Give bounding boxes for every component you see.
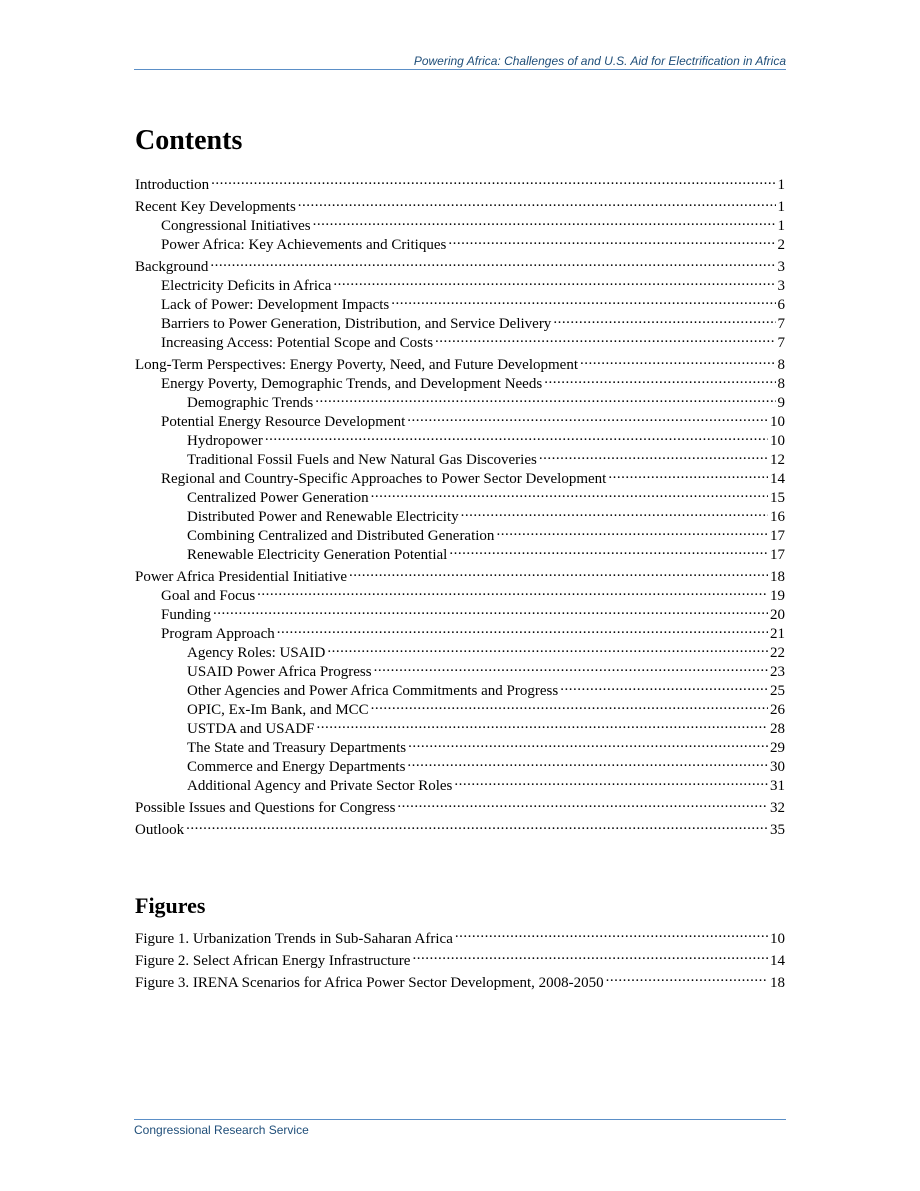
toc-entry[interactable] [135, 525, 785, 544]
toc-entry-title: Introduction [135, 177, 210, 193]
toc-entry-title: Increasing Access: Potential Scope and Costs [161, 335, 434, 351]
toc-entry-page: 8 [777, 376, 785, 392]
toc-entry[interactable] [135, 332, 785, 351]
toc-entry-page: 30 [770, 759, 785, 775]
figure-entry[interactable] [135, 928, 785, 950]
toc-entry-page: 10 [770, 414, 785, 430]
dot-leader [448, 234, 775, 249]
toc-entry-title: Combining Centralized and Distributed Generation [187, 528, 495, 544]
toc-entry-page: 3 [777, 259, 785, 275]
toc-entry-page: 14 [770, 953, 785, 969]
dot-leader [257, 585, 768, 600]
toc-entry-page: 18 [770, 975, 785, 991]
contents-heading: Contents [135, 125, 243, 156]
toc-entry[interactable] [135, 196, 785, 215]
toc-entry-page: 12 [770, 452, 785, 468]
toc-entry[interactable] [135, 174, 785, 193]
toc-entry-page: 3 [777, 278, 785, 294]
toc-entry[interactable] [135, 354, 785, 373]
dot-leader [496, 525, 768, 540]
toc-entry-title: Potential Energy Resource Development [161, 414, 406, 430]
toc-entry-title: Power Africa: Key Achievements and Critiques [161, 237, 447, 253]
toc-entry-page: 15 [770, 490, 785, 506]
toc-entry[interactable] [135, 680, 785, 699]
toc-entry-page: 2 [777, 237, 785, 253]
toc-entry[interactable] [135, 797, 785, 816]
toc-entry-title: Additional Agency and Private Sector Roles [187, 778, 453, 794]
toc-entry-title: Renewable Electricity Generation Potential [187, 547, 448, 563]
toc-entry[interactable] [135, 623, 785, 642]
toc-entry-title: Energy Poverty, Demographic Trends, and Development Needs [161, 376, 543, 392]
toc-entry-title: Funding [161, 607, 212, 623]
toc-entry[interactable] [135, 313, 785, 332]
toc-entry-title: Figure 3. IRENA Scenarios for Africa Power Sector Development, 2008-2050 [135, 975, 604, 991]
toc-entry-title: Goal and Focus [161, 588, 256, 604]
toc-entry-page: 32 [770, 800, 785, 816]
toc-entry-page: 29 [770, 740, 785, 756]
toc-entry-page: 7 [777, 316, 785, 332]
toc-entry-title: Congressional Initiatives [161, 218, 311, 234]
toc-entry-page: 19 [770, 588, 785, 604]
figure-entry[interactable] [135, 972, 785, 994]
toc-entry[interactable] [135, 215, 785, 234]
dot-leader [606, 972, 768, 987]
figures-heading: Figures [135, 893, 206, 918]
toc-entry[interactable] [135, 661, 785, 680]
toc-entry[interactable] [135, 256, 785, 275]
dot-leader [455, 928, 768, 943]
toc-entry[interactable] [135, 487, 785, 506]
dot-leader [407, 411, 768, 426]
toc-entry-page: 26 [770, 702, 785, 718]
dot-leader [371, 699, 768, 714]
dot-leader [333, 275, 775, 290]
toc-entry-page: 17 [770, 528, 785, 544]
toc-entry-page: 31 [770, 778, 785, 794]
dot-leader [397, 797, 768, 812]
toc-entry[interactable] [135, 449, 785, 468]
toc-entry-page: 25 [770, 683, 785, 699]
dot-leader [277, 623, 768, 638]
toc-entry-title: Barriers to Power Generation, Distribution, and Service Delivery [161, 316, 552, 332]
toc-entry[interactable] [135, 468, 785, 487]
toc-entry-title: Background [135, 259, 209, 275]
dot-leader [553, 313, 775, 328]
dot-leader [210, 256, 775, 271]
dot-leader [412, 950, 768, 965]
dot-leader [265, 430, 768, 445]
toc-entry-page: 20 [770, 607, 785, 623]
toc-entry-page: 28 [770, 721, 785, 737]
dot-leader [391, 294, 775, 309]
dot-leader [349, 566, 768, 581]
toc-entry[interactable] [135, 392, 785, 411]
toc-entry[interactable] [135, 585, 785, 604]
toc-entry[interactable] [135, 566, 785, 585]
toc-entry-title: Regional and Country-Specific Approaches to Power Sector Development [161, 471, 607, 487]
dot-leader [407, 756, 768, 771]
dot-leader [539, 449, 768, 464]
dot-leader [327, 642, 768, 657]
dot-leader [560, 680, 768, 695]
table-of-contents [135, 174, 785, 838]
toc-entry-page: 7 [777, 335, 785, 351]
toc-entry-title: Lack of Power: Development Impacts [161, 297, 390, 313]
figure-entry[interactable] [135, 950, 785, 972]
toc-entry-page: 17 [770, 547, 785, 563]
dot-leader [298, 196, 776, 211]
toc-entry-title: Hydropower [187, 433, 263, 449]
toc-entry-page: 6 [777, 297, 785, 313]
toc-entry-page: 35 [770, 822, 785, 838]
dot-leader [211, 174, 775, 189]
toc-entry-title: Traditional Fossil Fuels and New Natural Gas Discoveries [187, 452, 537, 468]
toc-entry[interactable] [135, 234, 785, 253]
toc-entry-page: 1 [777, 177, 785, 193]
toc-entry-page: 8 [777, 357, 785, 373]
toc-entry-title: Outlook [135, 822, 185, 838]
dot-leader [186, 819, 768, 834]
toc-entry-title: Agency Roles: USAID [187, 645, 326, 661]
toc-entry-page: 14 [770, 471, 785, 487]
dot-leader [608, 468, 768, 483]
toc-entry[interactable] [135, 819, 785, 838]
dot-leader [408, 737, 768, 752]
dot-leader [435, 332, 775, 347]
toc-entry-title: Other Agencies and Power Africa Commitments and Progress [187, 683, 559, 699]
dot-leader [580, 354, 776, 369]
toc-entry-title: Possible Issues and Questions for Congress [135, 800, 396, 816]
toc-entry-title: Long-Term Perspectives: Energy Poverty, Need, and Future Development [135, 357, 578, 373]
toc-entry[interactable] [135, 737, 785, 756]
page-footer: Congressional Research Service [134, 1119, 786, 1137]
toc-entry-title: The State and Treasury Departments [187, 740, 407, 756]
toc-entry-title: Electricity Deficits in Africa [161, 278, 332, 294]
list-of-figures [135, 928, 785, 994]
toc-entry-title: Recent Key Developments [135, 199, 296, 215]
dot-leader [461, 506, 768, 521]
dot-leader [213, 604, 768, 619]
toc-entry-page: 21 [770, 626, 785, 642]
dot-leader [449, 544, 768, 559]
dot-leader [454, 775, 768, 790]
toc-entry[interactable] [135, 373, 785, 392]
toc-entry[interactable] [135, 699, 785, 718]
dot-leader [315, 392, 775, 407]
toc-entry-title: Figure 2. Select African Energy Infrastructure [135, 953, 411, 969]
toc-entry[interactable] [135, 544, 785, 563]
toc-entry[interactable] [135, 506, 785, 525]
dot-leader [313, 215, 776, 230]
dot-leader [374, 661, 768, 676]
toc-entry-page: 1 [777, 199, 785, 215]
toc-entry-page: 1 [777, 218, 785, 234]
toc-entry-title: Centralized Power Generation [187, 490, 369, 506]
toc-entry[interactable] [135, 430, 785, 449]
toc-entry-page: 9 [777, 395, 785, 411]
toc-entry-page: 18 [770, 569, 785, 585]
toc-entry[interactable] [135, 294, 785, 313]
toc-entry-title: Power Africa Presidential Initiative [135, 569, 348, 585]
toc-entry[interactable] [135, 642, 785, 661]
toc-entry-title: Program Approach [161, 626, 275, 642]
toc-entry[interactable] [135, 411, 785, 430]
toc-entry-page: 16 [770, 509, 785, 525]
running-header: Powering Africa: Challenges of and U.S. Aid for Electrification in Africa [134, 54, 786, 70]
toc-entry-page: 22 [770, 645, 785, 661]
toc-entry-page: 10 [770, 433, 785, 449]
toc-entry-page: 10 [770, 931, 785, 947]
dot-leader [371, 487, 768, 502]
dot-leader [544, 373, 775, 388]
toc-entry[interactable] [135, 775, 785, 794]
toc-entry-title: USAID Power Africa Progress [187, 664, 372, 680]
toc-entry-title: Demographic Trends [187, 395, 314, 411]
toc-entry[interactable] [135, 604, 785, 623]
toc-entry[interactable] [135, 756, 785, 775]
toc-entry-page: 23 [770, 664, 785, 680]
toc-entry-title: USTDA and USADF [187, 721, 315, 737]
toc-entry[interactable] [135, 275, 785, 294]
toc-entry-title: Commerce and Energy Departments [187, 759, 406, 775]
toc-entry-title: Distributed Power and Renewable Electricity [187, 509, 459, 525]
dot-leader [317, 718, 768, 733]
toc-entry-title: Figure 1. Urbanization Trends in Sub-Saharan Africa [135, 931, 453, 947]
toc-entry-title: OPIC, Ex-Im Bank, and MCC [187, 702, 369, 718]
toc-entry[interactable] [135, 718, 785, 737]
